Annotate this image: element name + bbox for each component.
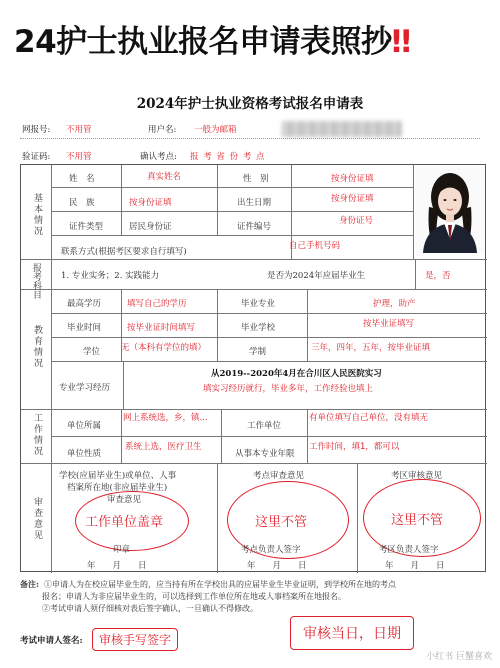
review-col3-sign: 考区负责人签字 (379, 545, 439, 555)
xuewei-label: 学位 (83, 347, 101, 357)
grad-time-label: 毕业时间 (67, 323, 102, 333)
review-col2-date: 年 月 日 (247, 561, 307, 571)
contact-label: 联系方式(根据考区要求自行填写) (61, 247, 187, 257)
blurred-username (282, 121, 402, 137)
net-id-value: 不用管 (66, 125, 92, 135)
major-label: 毕业专业 (241, 299, 276, 309)
study-label: 专业学习经历 (59, 383, 111, 393)
review-col3-stamp: 这里不管 (391, 513, 444, 528)
birth-label: 出生日期 (237, 198, 272, 208)
subjects-text: 1. 专业实务；2. 实践能力 (61, 271, 160, 281)
degree-label: 最高学历 (67, 299, 102, 309)
captcha-value: 不用管 (66, 152, 92, 162)
unit-value: 网上系统选，乡，镇... (123, 413, 208, 423)
study-value-1: 从2019--2020年4月在合川区人民医院实习 (211, 369, 382, 379)
review-col1-stamp: 工作单位盖章 (85, 515, 164, 530)
unit-type-value: 系统上选，医疗卫生 (125, 442, 202, 452)
username-label: 用户名: (148, 125, 177, 135)
username-value: 一般为邮箱 (194, 125, 237, 135)
work-section-label: 工作情况 (32, 413, 42, 457)
divider (20, 138, 480, 139)
banner-title: 24护士执业报名申请表照抄‼ (14, 24, 411, 60)
gender-label: 性 别 (243, 174, 269, 184)
unit-type-label: 单位性质 (67, 449, 102, 459)
application-form (20, 164, 486, 572)
ethnic-label: 民 族 (69, 198, 95, 208)
sign-date-value: 审核当日，日期 (290, 616, 414, 650)
review-col1-line3: 审查意见 (107, 495, 142, 505)
watermark: 小红书 巨蟹喜欢 (426, 652, 492, 662)
review-section-label: 审查意见 (32, 497, 42, 541)
sign-label: 考试申请人签名: (20, 636, 83, 646)
banner (0, 0, 500, 76)
review-col3-date: 年 月 日 (385, 561, 445, 571)
idno-label: 证件编号 (237, 222, 272, 232)
fresh-grad-label: 是否为2024年应届毕业生 (267, 271, 366, 281)
years-label: 从事本专业年限 (235, 449, 295, 459)
exam-point-label: 确认考点: (140, 152, 177, 162)
net-id-label: 网报号: (22, 125, 51, 135)
gender-value: 按身份证填 (331, 174, 374, 184)
name-value: 真实姓名 (147, 172, 182, 182)
subject-section-label: 报考科目 (31, 263, 41, 299)
job-label: 工作单位 (247, 421, 282, 431)
fresh-grad-value: 是，否 (425, 271, 451, 281)
review-col2-head: 考点审查意见 (253, 471, 305, 481)
birth-value: 按身份证填 (331, 194, 374, 204)
review-col1-date: 年 月 日 (87, 561, 147, 571)
major-value: 护理，助产 (373, 299, 416, 309)
form-title: 2024年护士执业资格考试报名申请表 (136, 96, 364, 112)
review-col2-stamp: 这里不管 (255, 515, 308, 530)
double-exclamation-icon: ‼ (391, 24, 411, 60)
idno-value: 身份证号 (339, 216, 374, 226)
notes-label: 备注: (20, 579, 39, 589)
grad-time-value: 按毕业证时间填写 (127, 323, 196, 333)
notes-line-1: ①申请人为在校应届毕业生的，应当持有所在学校出具的应届毕业生毕业证明，到学校所在地的考点 (44, 580, 397, 589)
study-value-2: 填实习经历就行，毕业多年，工作经验也填上 (203, 384, 374, 394)
sign-value: 审核手写签字 (92, 628, 178, 651)
notes-line-3: ②考试申请人须仔细核对表后签字确认，一旦确认不得修改。 (42, 604, 258, 613)
review-col2-sign: 考点负责人签字 (241, 545, 301, 555)
xuewei-value: 无（本科有学位的填） (121, 343, 207, 353)
education-section-label: 教育情况 (32, 325, 42, 369)
exam-point-value: 报 考 省 份 考 点 (190, 152, 266, 162)
basic-section-label: 基本情况 (32, 193, 42, 237)
job-value: 有单位填写自己单位，没有填无 (309, 413, 429, 423)
idtype-value: 居民身份证 (129, 222, 172, 232)
applicant-photo (415, 167, 485, 253)
review-col3-head: 考区审核意见 (391, 471, 443, 481)
notes (20, 578, 396, 615)
school-label: 毕业学校 (241, 323, 276, 333)
unit-label: 单位所属 (67, 421, 102, 431)
xuezhi-value: 三年，四年，五年，按毕业证填 (311, 343, 431, 353)
degree-value: 填写自己的学历 (127, 299, 187, 309)
notes-line-2: 报名；申请人为非应届毕业生的，可以选择到工作单位所在地或人事档案所在地报名。 (42, 592, 346, 601)
review-col1-line2: 档案所在地(非应届毕业生) (67, 483, 168, 493)
contact-value: 自己手机号码 (289, 241, 341, 251)
review-col1-line1: 学校(应届毕业生)或单位、人事 (59, 471, 177, 481)
captcha-label: 验证码: (22, 152, 51, 162)
ethnic-value: 按身份证填 (129, 198, 172, 208)
school-value: 按毕业证填写 (363, 319, 415, 329)
name-label: 姓 名 (69, 174, 95, 184)
xuezhi-label: 学制 (249, 347, 267, 357)
idtype-label: 证件类型 (69, 222, 104, 232)
years-value: 工作时间，填1，都可以 (309, 442, 400, 452)
review-col1-seal: 印章 (113, 545, 131, 555)
